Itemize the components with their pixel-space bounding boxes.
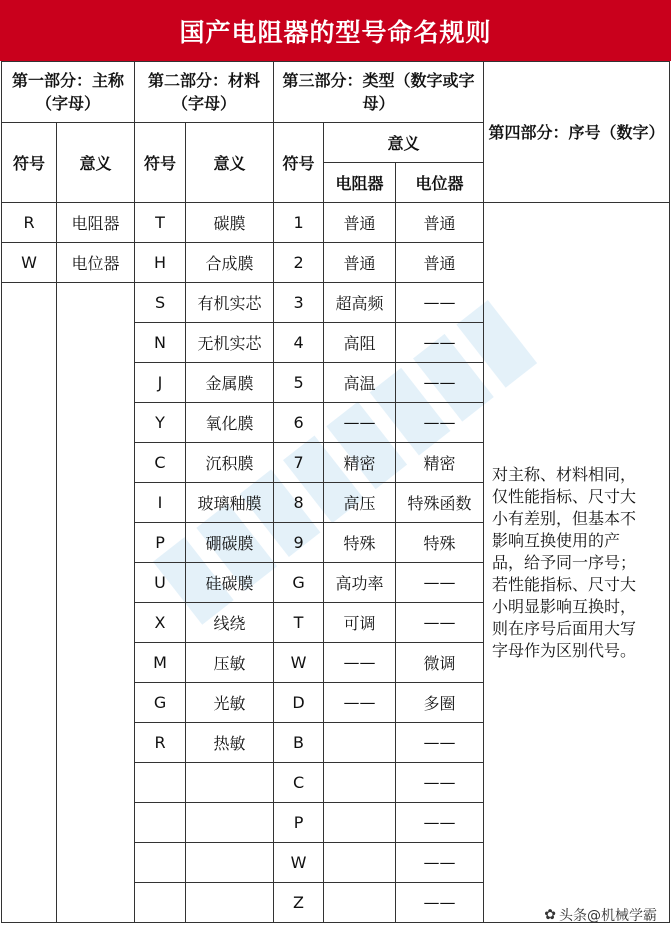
part2-meaning-cell bbox=[186, 883, 274, 923]
part2-meaning-cell: 金属膜 bbox=[186, 363, 274, 403]
part3-symbol-cell: W bbox=[274, 643, 324, 683]
part3-symbol-cell: P bbox=[274, 803, 324, 843]
part2-symbol-header: 符号 bbox=[135, 123, 186, 203]
part2-meaning-cell: 无机实芯 bbox=[186, 323, 274, 363]
part2-symbol-cell bbox=[135, 843, 186, 883]
source-mark bbox=[544, 905, 657, 925]
part3-resistor-cell bbox=[324, 883, 396, 923]
part1-meaning-cell: 电位器 bbox=[57, 243, 135, 283]
part3-potentiometer-cell: 多圈 bbox=[396, 683, 484, 723]
part3-resistor-cell bbox=[324, 763, 396, 803]
resistor-header: 电阻器 bbox=[324, 163, 396, 203]
part3-potentiometer-cell: —— bbox=[396, 843, 484, 883]
part2-symbol-cell: M bbox=[135, 643, 186, 683]
part3-potentiometer-cell: —— bbox=[396, 603, 484, 643]
part3-symbol-cell: 1 bbox=[274, 203, 324, 243]
part1-symbol-header: 符号 bbox=[2, 123, 57, 203]
part2-symbol-cell bbox=[135, 883, 186, 923]
part3-potentiometer-cell: 普通 bbox=[396, 203, 484, 243]
part3-resistor-cell: 特殊 bbox=[324, 523, 396, 563]
part2-meaning-cell: 合成膜 bbox=[186, 243, 274, 283]
part4-note-line: 仅性能指标、尺寸大 bbox=[492, 486, 637, 506]
part3-symbol-cell: 5 bbox=[274, 363, 324, 403]
part3-potentiometer-cell: —— bbox=[396, 803, 484, 843]
part2-meaning-cell: 光敏 bbox=[186, 683, 274, 723]
part2-symbol-cell bbox=[135, 803, 186, 843]
part4-note-line: 小有差别，但基本不 bbox=[492, 508, 637, 528]
part4-header: 第四部分：序号（数字） bbox=[484, 62, 670, 203]
part2-symbol-cell: G bbox=[135, 683, 186, 723]
part2-meaning-cell: 碳膜 bbox=[186, 203, 274, 243]
part2-meaning-cell: 有机实芯 bbox=[186, 283, 274, 323]
part1-meaning-header: 意义 bbox=[57, 123, 135, 203]
part2-meaning-cell: 压敏 bbox=[186, 643, 274, 683]
part3-symbol-cell: 3 bbox=[274, 283, 324, 323]
part2-meaning-cell: 沉积膜 bbox=[186, 443, 274, 483]
part3-symbol-cell: D bbox=[274, 683, 324, 723]
part3-potentiometer-cell: 普通 bbox=[396, 243, 484, 283]
part2-meaning-cell: 氧化膜 bbox=[186, 403, 274, 443]
part4-note-line: 对主称、材料相同， bbox=[492, 464, 637, 484]
part3-resistor-cell: —— bbox=[324, 643, 396, 683]
part2-meaning-cell: 线绕 bbox=[186, 603, 274, 643]
part3-symbol-cell: 8 bbox=[274, 483, 324, 523]
part2-symbol-cell: U bbox=[135, 563, 186, 603]
part3-symbol-cell: C bbox=[274, 763, 324, 803]
part2-symbol-cell: C bbox=[135, 443, 186, 483]
part3-resistor-cell: 高压 bbox=[324, 483, 396, 523]
part2-header: 第二部分：材料（字母） bbox=[135, 62, 274, 123]
part4-note-line: 影响互换使用的产 bbox=[492, 530, 621, 550]
part3-resistor-cell: 普通 bbox=[324, 243, 396, 283]
part2-meaning-cell bbox=[186, 763, 274, 803]
part3-potentiometer-cell: —— bbox=[396, 283, 484, 323]
part2-symbol-cell: P bbox=[135, 523, 186, 563]
part3-potentiometer-cell: —— bbox=[396, 403, 484, 443]
part3-symbol-header: 符号 bbox=[274, 123, 324, 203]
part3-header: 第三部分：类型（数字或字母） bbox=[274, 62, 484, 123]
part3-resistor-cell: 高阻 bbox=[324, 323, 396, 363]
part3-resistor-cell bbox=[324, 723, 396, 763]
part3-symbol-cell: W bbox=[274, 843, 324, 883]
part3-potentiometer-cell: —— bbox=[396, 763, 484, 803]
part2-symbol-cell: X bbox=[135, 603, 186, 643]
part3-potentiometer-cell: 特殊函数 bbox=[396, 483, 484, 523]
part2-symbol-cell: T bbox=[135, 203, 186, 243]
part2-symbol-cell bbox=[135, 763, 186, 803]
part3-symbol-cell: 4 bbox=[274, 323, 324, 363]
part2-meaning-cell: 热敏 bbox=[186, 723, 274, 763]
part3-resistor-cell: 精密 bbox=[324, 443, 396, 483]
source-mark-label: 头条@机械学霸 bbox=[559, 908, 657, 924]
part3-symbol-cell: 9 bbox=[274, 523, 324, 563]
part3-symbol-cell: 7 bbox=[274, 443, 324, 483]
part3-resistor-cell: 可调 bbox=[324, 603, 396, 643]
part3-meaning-header: 意义 bbox=[324, 123, 484, 163]
part2-symbol-cell: J bbox=[135, 363, 186, 403]
part1-symbol-cell bbox=[2, 283, 57, 923]
part4-note-line: 小明显影响互换时， bbox=[492, 596, 637, 616]
part3-symbol-cell: 2 bbox=[274, 243, 324, 283]
part2-symbol-cell: H bbox=[135, 243, 186, 283]
part3-symbol-cell: T bbox=[274, 603, 324, 643]
part1-meaning-cell bbox=[57, 283, 135, 923]
part3-potentiometer-cell: —— bbox=[396, 723, 484, 763]
part1-symbol-cell: W bbox=[2, 243, 57, 283]
part3-resistor-cell bbox=[324, 843, 396, 883]
part3-potentiometer-cell: 微调 bbox=[396, 643, 484, 683]
part4-note-line: 字母作为区别代号。 bbox=[492, 640, 637, 660]
part2-meaning-cell bbox=[186, 843, 274, 883]
part4-note bbox=[484, 203, 670, 923]
part2-meaning-cell: 玻璃釉膜 bbox=[186, 483, 274, 523]
part3-resistor-cell: 超高频 bbox=[324, 283, 396, 323]
part3-resistor-cell: 高温 bbox=[324, 363, 396, 403]
part2-symbol-cell: N bbox=[135, 323, 186, 363]
part1-header: 第一部分：主称（字母） bbox=[2, 62, 135, 123]
part3-resistor-cell: 高功率 bbox=[324, 563, 396, 603]
part3-potentiometer-cell: —— bbox=[396, 323, 484, 363]
part2-meaning-header: 意义 bbox=[186, 123, 274, 203]
part3-potentiometer-cell: —— bbox=[396, 363, 484, 403]
part3-potentiometer-cell: 精密 bbox=[396, 443, 484, 483]
part2-symbol-cell: R bbox=[135, 723, 186, 763]
part2-meaning-cell: 硼碳膜 bbox=[186, 523, 274, 563]
part3-symbol-cell: Z bbox=[274, 883, 324, 923]
part3-symbol-cell: G bbox=[274, 563, 324, 603]
potentiometer-header: 电位器 bbox=[396, 163, 484, 203]
part4-note-line: 若性能指标、尺寸大 bbox=[492, 574, 637, 594]
page-title: 国产电阻器的型号命名规则 bbox=[0, 0, 671, 61]
part2-symbol-cell: I bbox=[135, 483, 186, 523]
part3-symbol-cell: B bbox=[274, 723, 324, 763]
part3-resistor-cell: 普通 bbox=[324, 203, 396, 243]
part3-potentiometer-cell: —— bbox=[396, 883, 484, 923]
part3-potentiometer-cell: —— bbox=[396, 563, 484, 603]
part2-meaning-cell: 硅碳膜 bbox=[186, 563, 274, 603]
part3-resistor-cell bbox=[324, 803, 396, 843]
part3-symbol-cell: 6 bbox=[274, 403, 324, 443]
part1-symbol-cell: R bbox=[2, 203, 57, 243]
part3-potentiometer-cell: 特殊 bbox=[396, 523, 484, 563]
part2-symbol-cell: Y bbox=[135, 403, 186, 443]
part4-note-line: 品，给予同一序号； bbox=[492, 552, 637, 572]
table-row bbox=[2, 203, 670, 243]
wechat-icon: ✿ bbox=[544, 907, 556, 923]
part4-note-line: 则在序号后面用大写 bbox=[492, 618, 637, 638]
part3-resistor-cell: —— bbox=[324, 683, 396, 723]
part2-symbol-cell: S bbox=[135, 283, 186, 323]
part1-meaning-cell: 电阻器 bbox=[57, 203, 135, 243]
naming-rules-table bbox=[1, 61, 670, 923]
part2-meaning-cell bbox=[186, 803, 274, 843]
part3-resistor-cell: —— bbox=[324, 403, 396, 443]
